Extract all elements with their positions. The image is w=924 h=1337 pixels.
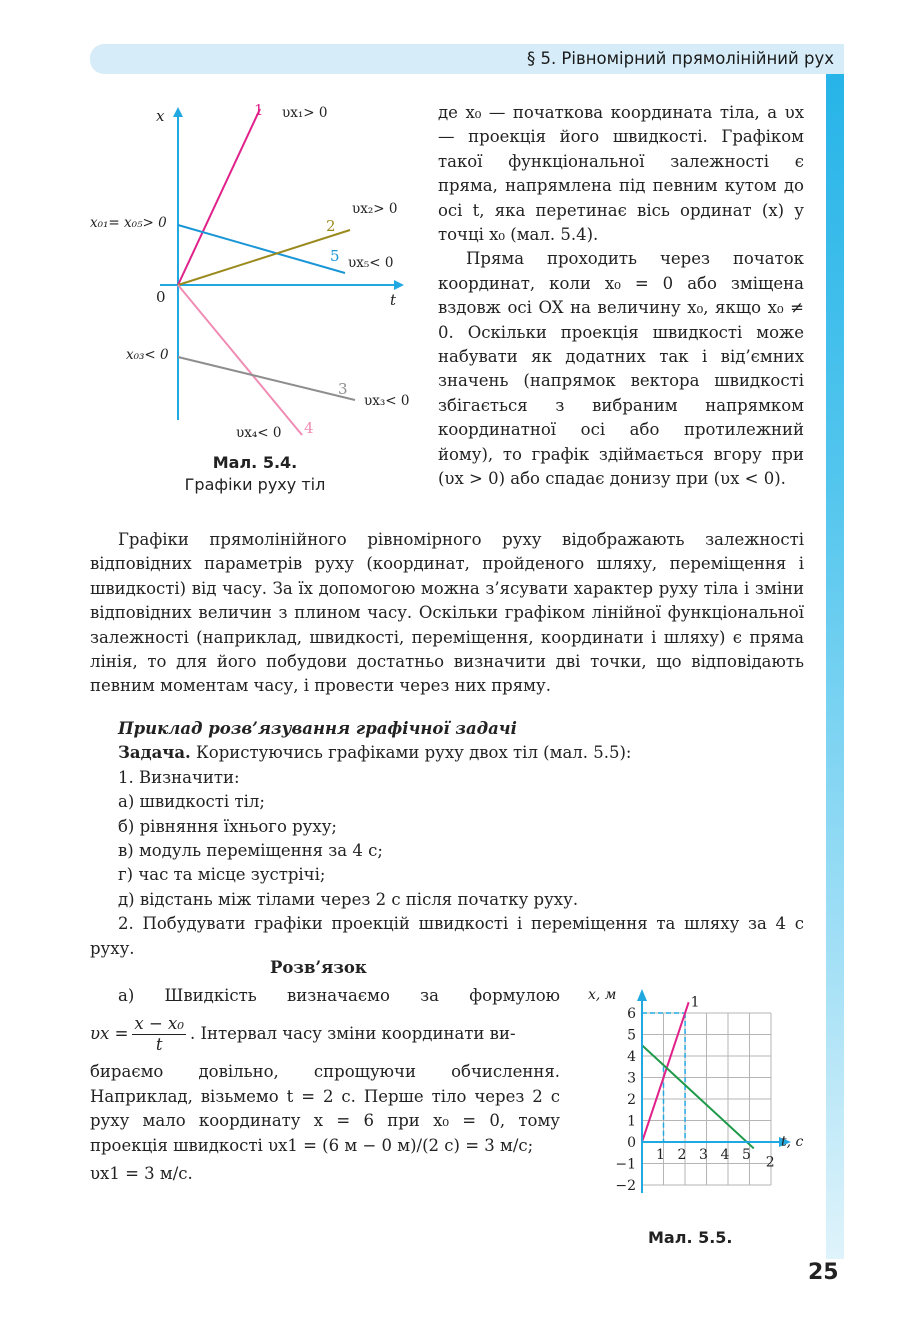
solution-line-1: а) Швидкість визначаємо за формулою xyxy=(118,986,560,1005)
y-tick-label: 3 xyxy=(627,1070,636,1087)
page-number: 25 xyxy=(808,1260,839,1285)
solution-line-3: бираємо довільно, спрощуючи обчислення. Наприклад, візьмемо t = 2 с. Перше тіло через 2 с руху мало координату x = 6 при x₀ = 0, тому проекція швидкості υx1 = (6 м − 0 м)/(2 с) = 3 м/с; xyxy=(90,1062,560,1155)
chart-ylabel: x, м xyxy=(588,987,617,1003)
line-1 xyxy=(178,109,260,285)
line-5-number: 5 xyxy=(330,247,340,265)
figure-5-5-chart xyxy=(585,975,820,1210)
task-item-2: 2. Побудувати графіки проекцій швидкості і переміщення та шляху за 4 с руху. xyxy=(90,914,804,958)
line-3-speed: υx₃< 0 xyxy=(364,393,410,409)
solution-text xyxy=(90,984,560,1186)
line-5-speed: υx₅< 0 xyxy=(348,255,394,271)
label-x01-x05: x₀₁= x₀₅> 0 xyxy=(90,215,167,231)
x-tick-label: 1 xyxy=(656,1147,665,1163)
y-tick-label: 6 xyxy=(627,1006,636,1022)
right-paragraph-2: Пряма проходить через початок координат, коли x₀ = 0 або зміщена вздовж осі OX на величину x₀, якщо x₀ ≠ 0. Оскільки проекція швидкості може набувати як додатних так і від’ємних значень (напрямок вектора швидкості збігається з вибраним напрямком координатної осі або протилежний йому), то графік здіймається вгору при (υx > 0) або спадає донизу при (υx < 0). xyxy=(438,249,804,489)
origin-label: 0 xyxy=(156,288,166,306)
y-tick-label: −1 xyxy=(615,1156,636,1173)
series-label: 2 xyxy=(765,1154,775,1171)
label-x03: x₀₃< 0 xyxy=(126,347,169,363)
header-band xyxy=(90,44,844,74)
line-1-number: 1 xyxy=(254,101,264,119)
axis-x-label: x xyxy=(156,107,165,125)
y-tick-label: 1 xyxy=(627,1113,636,1130)
task-item: д) відстань між тілами через 2 с після початку руху. xyxy=(118,889,579,909)
series-label: 1 xyxy=(690,994,700,1011)
chart-xlabel: t, с xyxy=(781,1134,804,1150)
y-tick-label: 2 xyxy=(627,1092,636,1108)
right-paragraph-1: де x₀ — початкова координата тіла, а υx — проекція його швидкості. Графіком такої функціональної залежності є пряма, напрямлена під певним кутом до осі t, яка перетинає вісь ординат (x) у точці x₀ (мал. 5.4). xyxy=(438,103,804,245)
formula-lhs: υx = xyxy=(90,1024,129,1044)
line-4 xyxy=(178,285,302,435)
y-tick-label: −2 xyxy=(615,1178,636,1194)
line-4-number: 4 xyxy=(304,419,314,437)
line-5 xyxy=(178,225,345,273)
right-column-text xyxy=(438,101,804,492)
line-3-number: 3 xyxy=(338,380,348,398)
series-line-1 xyxy=(642,1002,689,1142)
line-2-speed: υx₂> 0 xyxy=(352,201,398,217)
task-label: Задача. xyxy=(118,743,191,763)
x-tick-label: 5 xyxy=(742,1147,751,1163)
y-axis-arrow xyxy=(637,989,647,1001)
task-item: б) рівняння їхнього руху; xyxy=(118,816,337,836)
axis-t-label: t xyxy=(390,291,397,309)
x-tick-label: 3 xyxy=(699,1147,708,1163)
formula-fraction xyxy=(132,1014,186,1055)
formula-numerator: x − x₀ xyxy=(134,1013,184,1033)
figure-5-4-caption xyxy=(140,453,370,494)
example-block xyxy=(90,717,804,961)
line-2-number: 2 xyxy=(326,217,336,235)
section-title: § 5. Рівномірний прямолінійний рух xyxy=(526,49,834,68)
line-4-speed: υx₄< 0 xyxy=(236,425,282,441)
line-1-speed: υx₁> 0 xyxy=(282,105,328,121)
task-item: в) модуль переміщення за 4 с; xyxy=(118,841,383,861)
y-tick-label: 0 xyxy=(627,1135,636,1151)
figure-5-4-number: Мал. 5.4. xyxy=(212,453,298,472)
y-tick-label: 4 xyxy=(627,1049,636,1065)
task-item: г) час та місце зустрічі; xyxy=(118,865,326,885)
x-tick-label: 4 xyxy=(720,1147,730,1163)
task-text: Користуючись графіками руху двох тіл (мал. 5.5): xyxy=(190,743,632,763)
solution-line-4: υx1 = 3 м/с. xyxy=(90,1164,193,1184)
formula-line xyxy=(90,1012,560,1056)
figure-5-4 xyxy=(90,95,430,495)
example-heading: Приклад розв’язування графічної задачі xyxy=(118,719,517,738)
x-tick-label: 2 xyxy=(677,1147,687,1163)
figure-5-5-caption: Мал. 5.5. xyxy=(648,1228,733,1247)
figure-5-4-text: Графіки руху тіл xyxy=(184,475,326,494)
main-paragraph: Графіки прямолінійного рівномірного руху відображають залежності відповідних параметрів руху (координат, пройденого шляху, переміщення і швидкості) від часу. За їх допомогою можна з’ясувати характер руху тіла і зміни відповідних величин з плином часу. Оскільки графіком лінійної функціональної залежності (наприклад, швидкості, переміщення, координати і шляху) є пряма лінія, то для його побудови достатньо визначити дві точки, що відповідають певним моментам часу, і провести через них пряму. xyxy=(90,530,804,696)
formula-denominator: t xyxy=(155,1034,163,1054)
side-accent-bar xyxy=(826,74,844,1259)
line-2 xyxy=(178,230,350,285)
task-item: 1. Визначити: xyxy=(118,767,240,787)
task-item: а) швидкості тіл; xyxy=(118,792,265,812)
series-line-2 xyxy=(642,1045,754,1148)
solution-line-2: . Інтервал часу зміни координати ви- xyxy=(189,1024,516,1044)
solution-title: Розв’язок xyxy=(270,958,367,977)
y-tick-label: 5 xyxy=(627,1027,636,1044)
task-line xyxy=(90,741,804,765)
